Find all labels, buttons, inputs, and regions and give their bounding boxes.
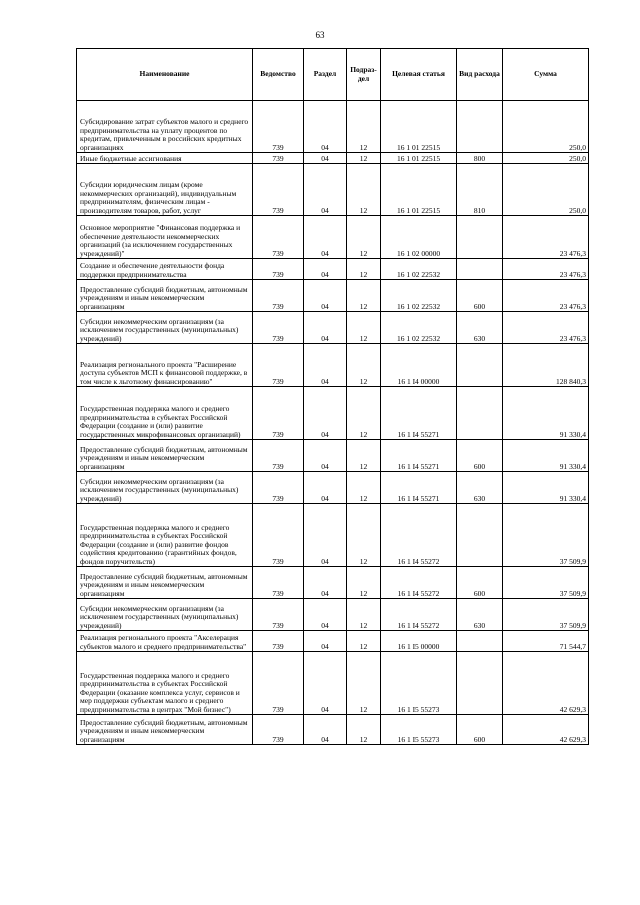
cell-exp-type: 800 xyxy=(457,153,503,164)
cell-section: 04 xyxy=(304,504,347,567)
cell-section: 04 xyxy=(304,280,347,312)
cell-dept: 739 xyxy=(253,631,304,652)
cell-subsection: 12 xyxy=(347,216,381,259)
cell-subsection: 12 xyxy=(347,599,381,631)
header-subsection: Подраз-дел xyxy=(347,49,381,101)
cell-name: Субсидии некоммерческим организациям (за исключением государственных (муниципальных) учреждений) xyxy=(77,472,253,504)
table-row xyxy=(77,631,589,652)
cell-exp-type: 810 xyxy=(457,164,503,216)
cell-amount: 23 476,3 xyxy=(503,259,589,280)
cell-target: 16 1 I4 55271 xyxy=(381,472,457,504)
cell-target: 16 1 I5 00000 xyxy=(381,631,457,652)
table-row xyxy=(77,216,589,259)
cell-dept: 739 xyxy=(253,504,304,567)
cell-dept: 739 xyxy=(253,472,304,504)
cell-name: Субсидии юридическим лицам (кроме некоммерческих организаций), индивидуальным предпринимателям, физическим лицам - производителям товаров, работ, услуг xyxy=(77,164,253,216)
cell-exp-type: 600 xyxy=(457,280,503,312)
cell-amount: 91 330,4 xyxy=(503,387,589,440)
header-target: Целевая статья xyxy=(381,49,457,101)
cell-target: 16 1 02 22532 xyxy=(381,280,457,312)
cell-subsection: 12 xyxy=(347,280,381,312)
table-row xyxy=(77,652,589,715)
cell-amount: 250,0 xyxy=(503,153,589,164)
cell-exp-type: 630 xyxy=(457,599,503,631)
cell-target: 16 1 I4 00000 xyxy=(381,344,457,387)
cell-dept: 739 xyxy=(253,440,304,472)
cell-target: 16 1 02 22532 xyxy=(381,259,457,280)
table-row xyxy=(77,387,589,440)
cell-exp-type xyxy=(457,631,503,652)
cell-section: 04 xyxy=(304,472,347,504)
cell-amount: 42 629,3 xyxy=(503,715,589,745)
cell-amount: 250,0 xyxy=(503,164,589,216)
cell-name: Предоставление субсидий бюджетным, автономным учреждениям и иным некоммерческим организациям xyxy=(77,715,253,745)
cell-section: 04 xyxy=(304,164,347,216)
table-row xyxy=(77,472,589,504)
cell-target: 16 1 01 22515 xyxy=(381,153,457,164)
cell-section: 04 xyxy=(304,101,347,153)
cell-amount: 23 476,3 xyxy=(503,312,589,344)
cell-target: 16 1 01 22515 xyxy=(381,101,457,153)
cell-exp-type xyxy=(457,504,503,567)
table-row xyxy=(77,504,589,567)
cell-target: 16 1 02 22532 xyxy=(381,312,457,344)
table-row xyxy=(77,312,589,344)
budget-table xyxy=(76,48,589,745)
cell-target: 16 1 I4 55271 xyxy=(381,387,457,440)
header-row xyxy=(77,49,589,101)
cell-dept: 739 xyxy=(253,387,304,440)
cell-amount: 71 544,7 xyxy=(503,631,589,652)
cell-dept: 739 xyxy=(253,164,304,216)
cell-subsection: 12 xyxy=(347,164,381,216)
cell-dept: 739 xyxy=(253,216,304,259)
cell-exp-type xyxy=(457,101,503,153)
cell-amount: 250,0 xyxy=(503,101,589,153)
cell-dept: 739 xyxy=(253,652,304,715)
cell-section: 04 xyxy=(304,631,347,652)
cell-name: Государственная поддержка малого и среднего предпринимательства в субъектах Российской Федерации (создание и (или) развитие государственных микрофинансовых организаций) xyxy=(77,387,253,440)
cell-exp-type xyxy=(457,216,503,259)
cell-subsection: 12 xyxy=(347,440,381,472)
header-name: Наименование xyxy=(77,49,253,101)
cell-dept: 739 xyxy=(253,312,304,344)
cell-name: Субсидии некоммерческим организациям (за исключением государственных (муниципальных) учреждений) xyxy=(77,312,253,344)
header-dept: Ведомство xyxy=(253,49,304,101)
table-row xyxy=(77,567,589,599)
table-row xyxy=(77,101,589,153)
cell-dept: 739 xyxy=(253,101,304,153)
cell-name: Субсидии некоммерческим организациям (за исключением государственных (муниципальных) учреждений) xyxy=(77,599,253,631)
cell-exp-type: 600 xyxy=(457,567,503,599)
cell-name: Предоставление субсидий бюджетным, автономным учреждениям и иным некоммерческим организациям xyxy=(77,280,253,312)
cell-amount: 37 509,9 xyxy=(503,599,589,631)
cell-subsection: 12 xyxy=(347,101,381,153)
table-body xyxy=(77,101,589,745)
header-section: Раздел xyxy=(304,49,347,101)
cell-section: 04 xyxy=(304,153,347,164)
table-row xyxy=(77,280,589,312)
cell-dept: 739 xyxy=(253,599,304,631)
cell-name: Государственная поддержка малого и среднего предпринимательства в субъектах Российской Федерации (создание и (или) развитие фондов содействия кредитованию (гарантийных фондов, фондов поручительств) xyxy=(77,504,253,567)
cell-exp-type xyxy=(457,344,503,387)
cell-dept: 739 xyxy=(253,715,304,745)
cell-subsection: 12 xyxy=(347,259,381,280)
table-row xyxy=(77,715,589,745)
cell-subsection: 12 xyxy=(347,715,381,745)
cell-amount: 42 629,3 xyxy=(503,652,589,715)
cell-name: Реализация регионального проекта "Акселерация субъектов малого и среднего предпринимательства" xyxy=(77,631,253,652)
header-exp-type: Вид расхода xyxy=(457,49,503,101)
cell-section: 04 xyxy=(304,652,347,715)
cell-subsection: 12 xyxy=(347,387,381,440)
cell-subsection: 12 xyxy=(347,153,381,164)
cell-subsection: 12 xyxy=(347,344,381,387)
cell-target: 16 1 I4 55272 xyxy=(381,504,457,567)
table-row xyxy=(77,344,589,387)
cell-target: 16 1 I4 55272 xyxy=(381,567,457,599)
table-row xyxy=(77,599,589,631)
cell-target: 16 1 01 22515 xyxy=(381,164,457,216)
cell-dept: 739 xyxy=(253,567,304,599)
table-row xyxy=(77,440,589,472)
cell-exp-type xyxy=(457,652,503,715)
cell-amount: 91 330,4 xyxy=(503,440,589,472)
header-amount: Сумма xyxy=(503,49,589,101)
cell-exp-type xyxy=(457,259,503,280)
cell-amount: 91 330,4 xyxy=(503,472,589,504)
table-row xyxy=(77,164,589,216)
cell-subsection: 12 xyxy=(347,652,381,715)
cell-section: 04 xyxy=(304,216,347,259)
cell-exp-type: 630 xyxy=(457,312,503,344)
cell-section: 04 xyxy=(304,312,347,344)
cell-name: Предоставление субсидий бюджетным, автономным учреждениям и иным некоммерческим организациям xyxy=(77,567,253,599)
cell-section: 04 xyxy=(304,259,347,280)
cell-section: 04 xyxy=(304,387,347,440)
page-number: 63 xyxy=(315,30,325,40)
cell-name: Создание и обеспечение деятельности фонда поддержки предпринимательства xyxy=(77,259,253,280)
cell-target: 16 1 I5 55273 xyxy=(381,652,457,715)
cell-subsection: 12 xyxy=(347,631,381,652)
cell-section: 04 xyxy=(304,440,347,472)
cell-section: 04 xyxy=(304,599,347,631)
cell-target: 16 1 I4 55272 xyxy=(381,599,457,631)
cell-amount: 23 476,3 xyxy=(503,216,589,259)
cell-dept: 739 xyxy=(253,259,304,280)
cell-name: Субсидирование затрат субъектов малого и среднего предпринимательства на уплату процентов по кредитам, привлеченным в российских кредитных организациях xyxy=(77,101,253,153)
cell-name: Основное мероприятие "Финансовая поддержка и обеспечение деятельности некоммерческих организаций (за исключением государственных учреждений)" xyxy=(77,216,253,259)
cell-dept: 739 xyxy=(253,344,304,387)
cell-section: 04 xyxy=(304,715,347,745)
cell-exp-type: 630 xyxy=(457,472,503,504)
cell-exp-type: 600 xyxy=(457,440,503,472)
cell-target: 16 1 I4 55271 xyxy=(381,440,457,472)
table-row xyxy=(77,259,589,280)
cell-section: 04 xyxy=(304,344,347,387)
cell-amount: 37 509,9 xyxy=(503,504,589,567)
cell-section: 04 xyxy=(304,567,347,599)
cell-amount: 128 840,3 xyxy=(503,344,589,387)
cell-name: Предоставление субсидий бюджетным, автономным учреждениям и иным некоммерческим организациям xyxy=(77,440,253,472)
cell-amount: 23 476,3 xyxy=(503,280,589,312)
cell-subsection: 12 xyxy=(347,312,381,344)
cell-name: Реализация регионального проекта "Расширение доступа субъектов МСП к финансовой поддержке, в том числе к льготному финансированию" xyxy=(77,344,253,387)
cell-dept: 739 xyxy=(253,153,304,164)
cell-name: Государственная поддержка малого и среднего предпринимательства в субъектах Российской Федерации (оказание комплекса услуг, сервисов и мер поддержки субъектам малого и среднего предпринимательства в центрах "Мой бизнес") xyxy=(77,652,253,715)
cell-target: 16 1 I5 55273 xyxy=(381,715,457,745)
cell-subsection: 12 xyxy=(347,504,381,567)
cell-name: Иные бюджетные ассигнования xyxy=(77,153,253,164)
cell-exp-type xyxy=(457,387,503,440)
cell-subsection: 12 xyxy=(347,567,381,599)
cell-exp-type: 600 xyxy=(457,715,503,745)
cell-subsection: 12 xyxy=(347,472,381,504)
cell-target: 16 1 02 00000 xyxy=(381,216,457,259)
cell-amount: 37 509,9 xyxy=(503,567,589,599)
table-row xyxy=(77,153,589,164)
cell-dept: 739 xyxy=(253,280,304,312)
